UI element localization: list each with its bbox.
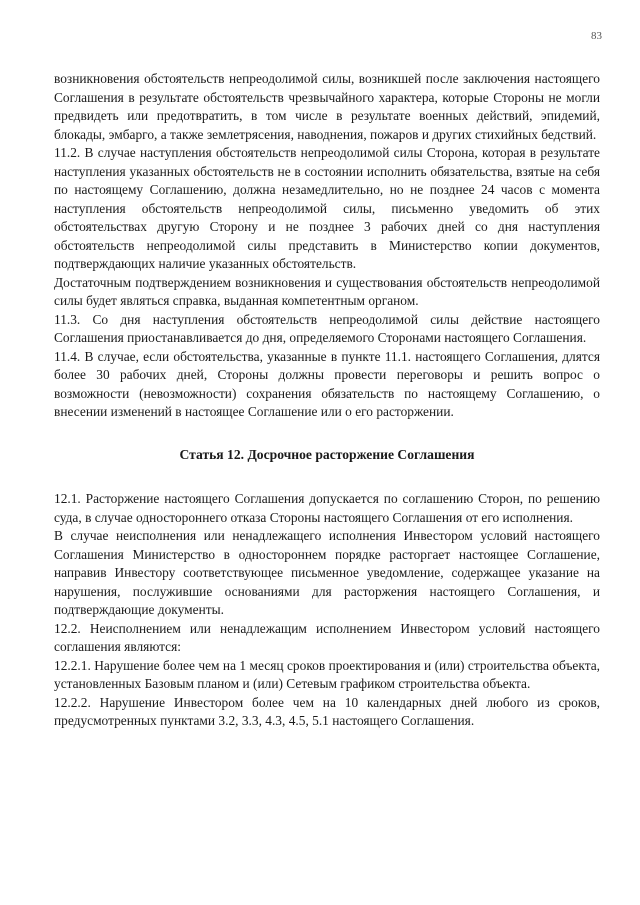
paragraph-12-1: 12.1. Расторжение настоящего Соглашения допускается по соглашению Сторон, по решению суда, в случае одностороннего отказа Стороны настоящего Соглашения от его исполнения. — [54, 491, 600, 525]
paragraph: Достаточным подтверждением возникновения и существования обстоятельств непреодолимой силы будет являться справка, выданная компетентным органом. — [54, 274, 600, 308]
page-number: 83 — [591, 30, 602, 42]
section-heading: Статья 12. Досрочное расторжение Соглашения — [179, 446, 475, 462]
paragraph-12-2: 12.2. Неисполнением или ненадлежащим исполнением Инвестором условий настоящего соглашения являются: — [54, 620, 600, 654]
paragraph-11-4: 11.4. В случае, если обстоятельства, указанные в пункте 11.1. настоящего Соглашения, длятся более 30 рабочих дней, Стороны должны провести переговоры и решить вопрос о возможности (невозможности) сохранения обязательств по настоящему Соглашению, о внесении изменений в настоящее Соглашение или о его расторжении. — [54, 348, 600, 419]
document-body — [54, 70, 600, 731]
paragraph-11-2: 11.2. В случае наступления обстоятельств непреодолимой силы Сторона, которая в результате наступления указанных обстоятельств не в состоянии исполнить обязательства, взятые на себя по настоящему Соглашению, должна незамедлительно, но не позднее 24 часов с момента наступления обстоятельств непреодолимой силы, письменно уведомить об этих обстоятельствах другую Сторону и не позднее 3 рабочих дней со дня наступления обстоятельств непреодолимой силы представить в Министерство копии документов, подтверждающих наличие указанных обстоятельств. — [54, 145, 600, 271]
paragraph-12-2-1: 12.2.1. Нарушение более чем на 1 месяц сроков проектирования и (или) строительства объекта, установленных Базовым планом и (или) Сетевым графиком строительства объекта. — [54, 657, 600, 691]
paragraph: В случае неисполнения или ненадлежащего исполнения Инвестором условий настоящего Соглашения Министерство в одностороннем порядке расторгает настоящее Соглашение, направив Инвестору соответствующее письменное уведомление, содержащее указание на нарушения, послужившие основаниями для расторжения настоящего Соглашения, и подтверждающие документы. — [54, 528, 600, 617]
paragraph: возникновения обстоятельств непреодолимой силы, возникшей после заключения настоящего Соглашения в результате обстоятельств чрезвычайного характера, которые Стороны не могли предвидеть или предотвратить, в том числе в результате военных действий, эпидемий, блокады, эмбарго, а также землетрясения, наводнения, пожаров и других стихийных бедствий. — [54, 71, 600, 142]
paragraph-12-2-2: 12.2.2. Нарушение Инвестором более чем на 10 календарных дней любого из сроков, предусмотренных пунктами 3.2, 3.3, 4.3, 4.5, 5.1 настоящего Соглашения. — [54, 694, 600, 728]
paragraph-11-3: 11.3. Со дня наступления обстоятельств непреодолимой силы действие настоящего Соглашения приостанавливается до дня, определяемого Сторонами настоящего Соглашения. — [54, 311, 600, 345]
